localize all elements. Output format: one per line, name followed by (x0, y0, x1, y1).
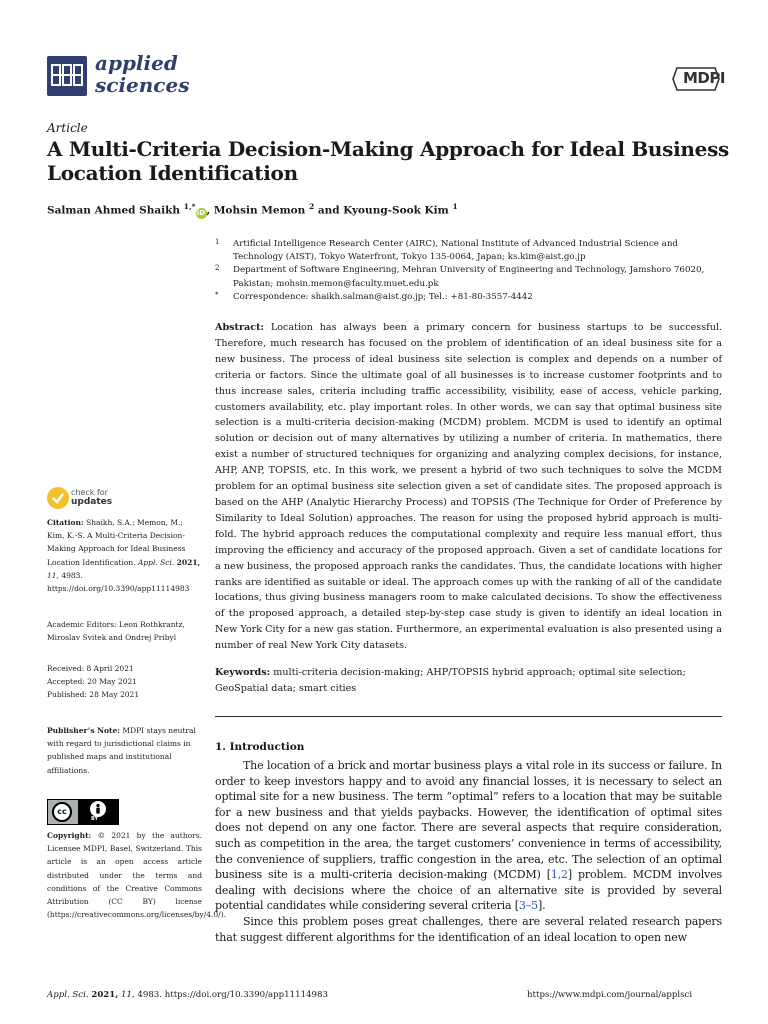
cc-icon: cc (52, 802, 72, 822)
author-list: Salman Ahmed Shaikh $^{1,*}$iD, Mohsin Memon $^2$ and Kyoung-Sook Kim $^1$ (47, 202, 458, 217)
citation-block: Citation: Shaikh, S.A.; Memon, M.; Kim, K.-S. A Multi-Criteria Decision-Making Approach for Ideal Business Location Identification. Appl. Sci. 2021, 11, 4983. https://doi.org/10.3390/app11114983 (47, 518, 201, 594)
citation-link[interactable]: 3–5 (518, 899, 538, 913)
introduction-body: The location of a brick and mortar business plays a vital role in its success or failure. In order to keep investors happy and to avoid any financial losses, it is necessary to select an optimal site for a new business. The term “optimal” refers to a location that may be suitable for a new business and that yields paybacks. However, the identification of optimal sites does not depend on any one factor. There are several aspects that require consideration, such as competition in the area, the target customers’ convenience in terms of accessibility, the convenience of suppliers, traffic congestion in the area, etc. The selection of an optimal business site is a multi-criteria decision-making (MCDM) [1,2] problem. MCDM involves dealing with decisions where the choice of an alternative site is provided by several potential candidates while considering several criteria [3–5]. Since this problem poses great challenges, there are several related research papers that suggest different algorithms for the identification of an ideal location to open new (215, 759, 722, 944)
citation-link[interactable]: 1,2 (550, 868, 568, 882)
journal-url[interactable]: https://www.mdpi.com/journal/applsci (527, 990, 693, 1000)
section-divider (215, 716, 722, 717)
article-type: Article (47, 121, 88, 135)
check-icon (47, 487, 69, 509)
mdpi-logo: MDPI (671, 66, 721, 92)
received-date: Received: 8 April 2021 (47, 664, 134, 673)
keywords: Keywords: multi-criteria decision-making; AHP/TOPSIS hybrid approach; optimal site selection; GeoSpatial data; smart cities (215, 667, 686, 694)
publication-dates (47, 662, 202, 702)
published-date: Published: 28 May 2021 (47, 690, 140, 700)
affiliations (215, 238, 725, 304)
orcid-icon[interactable]: iD (196, 208, 206, 217)
affiliation-item: 1 Artificial Intelligence Research Center (AIRC), National Institute of Advanced Industrial Science and Technology (AIST), Tokyo Waterfront, Tokyo 135-0064, Japan; ks.kim@aist.go.jp (215, 238, 678, 263)
affiliation-item: * Correspondence: shaikh.salman@aist.go.jp; Tel.: +81-80-3557-4442 (215, 290, 533, 302)
author-name: Kyoung-Sook Kim (343, 204, 449, 217)
attribution-icon (90, 801, 106, 817)
check-for-updates-badge[interactable]: check for updates (47, 486, 127, 514)
publisher-note: Publisher’s Note: MDPI stays neutral with regard to jurisdictional claims in published maps and institutional affiliations. (47, 726, 196, 775)
abstract: Abstract: Location has always been a primary concern for business startups to be successful. Therefore, much research has focused on the problem of identification of an ideal business site for a new business. The process of ideal business site selection is complex and depends on a number of criteria or factors. Since the ultimate goal of all businesses is to increase customer footprints and to thus increase sales, criteria including traffic accessibility, visibility, ease of access, vehicle parking, customers availability, etc. play important roles. In other words, we can say that optimal business site selection is a multi-criteria decision-making (MCDM) problem. MCDM is used to identify an optimal solution or decision out of many alternatives by utilizing a number of criteria. In mathematics, there exist a number of structured techniques for organizing and analyzing complex decisions, for instance, AHP, ANP, TOPSIS, etc. In this work, we present a hybrid of two such techniques to solve the MCDM problem for an optimal business site selection given a set of candidate sites. The proposed approach is based on the AHP (Analytic Hierarchy Process) and TOPSIS (The Technique for Order of Preference by Similarity to Ideal Solution) approaches. The reason for using the proposed hybrid approach is multi-fold. The hybrid approach reduces the computational complexity and require less manual effort, thus improving the efficiency and accuracy of the proposed approach. Given a set of candidate locations for a new business, the proposed approach ranks the candidates. Thus, the candidate locations with higher ranks are identified as suitable or ideal. The approach comes up with the ranking of all of the candidate locations, thus giving business managers room to make calculated decisions. To show the effectiveness of the proposed approach, a detailed step-by-step case study is given to identify an ideal location in New York City for a new gas station. Furthermore, an experimental evaluation is also presented using a number of real New York City datasets. (215, 322, 722, 652)
journal-logo (47, 56, 87, 96)
academic-editors: Academic Editors: Leon Rothkrantz, Miroslav Svitek and Ondrej Pribyl (47, 620, 185, 643)
article-title: A Multi-Criteria Decision-Making Approach for Ideal Business Location Identification (47, 137, 730, 185)
journal-name: applied sciences (95, 51, 190, 97)
copyright-notice: Copyright: © 2021 by the authors. Licensee MDPI, Basel, Switzerland. This article is an open access article distributed under the terms and conditions of the Creative Commons Attribution (CC BY) license (https://creativecommons.org/licenses/by/4.0/). (47, 831, 227, 920)
cc-by-license-badge[interactable]: cc BY (47, 799, 119, 825)
author-name: Salman Ahmed Shaikh (47, 204, 181, 217)
author-name: Mohsin Memon (213, 204, 306, 217)
affiliation-item: 2 Department of Software Engineering, Mehran University of Engineering and Technology, Jamshoro 76020, Pakistan; mohsin.memon@faculty.muet.edu.pk (215, 264, 705, 289)
section-heading: 1. Introduction (215, 741, 305, 753)
accepted-date: Accepted: 20 May 2021 (47, 677, 138, 687)
footer-citation: Appl. Sci. 2021, 11, 4983. https://doi.org/10.3390/app11114983 (47, 990, 328, 1000)
